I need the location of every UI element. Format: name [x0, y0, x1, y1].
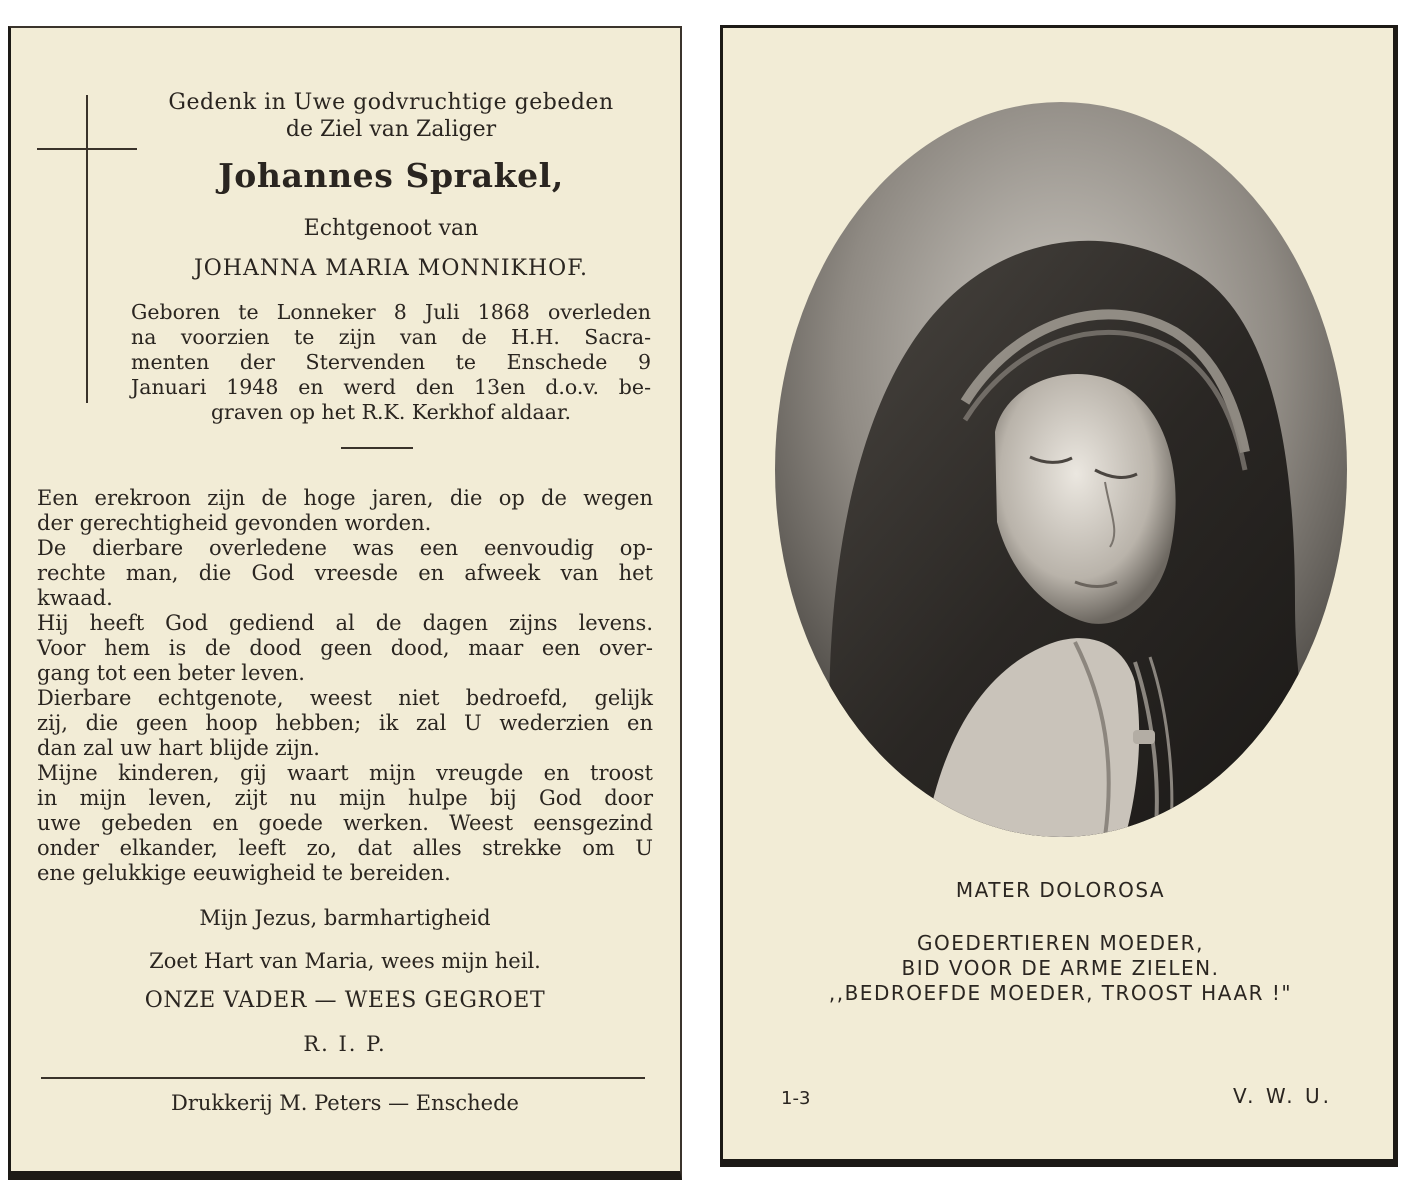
biography-paragraph	[131, 300, 651, 425]
bio-line: graven op het R.K. Kerkhof aldaar.	[210, 400, 572, 424]
bottom-rule	[41, 1077, 645, 1079]
spouse-name: JOHANNA MARIA MONNIKHOF.	[193, 256, 589, 281]
printer-credit: Drukkerij M. Peters — Enschede	[171, 1091, 519, 1115]
publisher-mark: V. W. U.	[1233, 1084, 1333, 1108]
cross-vertical-bar	[86, 95, 88, 403]
bio-line: menten der Stervenden te Enschede 9	[131, 350, 651, 374]
intro-line-2: de Ziel van Zaliger	[285, 117, 497, 142]
verse-line: in mijn leven, zijt nu mijn hulpe bij God door	[37, 786, 653, 810]
rip-text: R. I. P.	[303, 1032, 387, 1056]
mater-dolorosa-portrait	[775, 102, 1347, 837]
caption-title: MATER DOLOROSA	[955, 878, 1166, 902]
prayer-line-2: Zoet Hart van Maria, wees mijn heil.	[149, 949, 541, 973]
verse-line: uwe gebeden en goede werken. Weest eensgezind	[37, 811, 653, 835]
verse-line: ene gelukkige eeuwigheid te bereiden.	[37, 861, 451, 885]
verse-paragraph	[37, 486, 653, 886]
deceased-name: Johannes Sprakel,	[218, 156, 564, 195]
verse-line: zij, die geen hoop hebben; ik zal U wederzien en	[37, 711, 653, 735]
verse-line: Een erekroon zijn de hoge jaren, die op de wegen	[37, 486, 653, 510]
verse-line: dan zal uw hart blijde zijn.	[37, 736, 320, 760]
verse-line: onder elkander, leeft zo, dat alles strekke om U	[37, 836, 653, 860]
verse-line: Hij heeft God gediend al de dagen zijns levens.	[37, 611, 653, 635]
bio-line: Geboren te Lonneker 8 Juli 1868 overleden	[131, 300, 651, 324]
devotional-image-card	[720, 25, 1398, 1167]
verse-line: kwaad.	[37, 586, 113, 610]
verse-line: Dierbare echtgenote, weest niet bedroefd, gelijk	[37, 686, 653, 710]
portrait-illustration	[775, 102, 1347, 837]
verse-line: der gerechtigheid gevonden worden.	[37, 511, 432, 535]
verse-line: De dierbare overledene was een eenvoudig op-	[37, 536, 653, 560]
verse-line: Voor hem is de dood geen dood, maar een over-	[37, 636, 653, 660]
prayer-line-1: Mijn Jezus, barmhartigheid	[199, 906, 491, 930]
caption-line-2: BID VOOR DE ARME ZIELEN.	[901, 956, 1220, 980]
card-code: 1-3	[781, 1088, 811, 1109]
verse-line: rechte man, die God vreesde en afweek van het	[37, 561, 653, 585]
cross-horizontal-bar	[37, 148, 137, 150]
prayer-line-3: ONZE VADER — WEES GEGROET	[144, 988, 546, 1013]
section-divider	[341, 447, 413, 449]
spouse-label: Echtgenoot van	[303, 216, 479, 241]
caption-line-1: GOEDERTIEREN MOEDER,	[917, 931, 1204, 955]
verse-line: gang tot een beter leven.	[37, 661, 305, 685]
memorial-text-card	[8, 26, 682, 1180]
bio-line: na voorzien te zijn van de H.H. Sacra-	[131, 325, 651, 349]
verse-line: Mijne kinderen, gij waart mijn vreugde en troost	[37, 761, 653, 785]
intro-line-1: Gedenk in Uwe godvruchtige gebeden	[168, 90, 614, 115]
caption-line-3: ,,BEDROEFDE MOEDER, TROOST HAAR !"	[828, 981, 1293, 1005]
bio-line: Januari 1948 en werd den 13en d.o.v. be-	[131, 375, 651, 399]
